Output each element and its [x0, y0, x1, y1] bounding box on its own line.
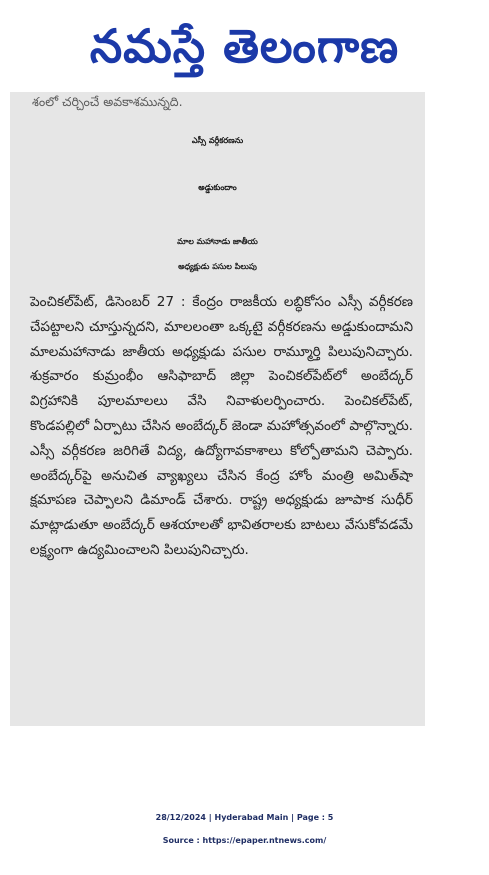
article-body: పెంచికల్‌పేట్‌, డిసెంబర్‌ 27 : కేంద్రం రాజకీయ లబ్ధికోసం ఎస్సీ వర్గీకరణ చేపట్టాలని చూస్తున్నదని, మాలలంతా ఒక్కటై వర్గీకరణను అడ్డుకుందామని మాలమహానాడు జాతీయ అధ్యక్షుడు పసుల రామ్మూర్తి పిలుపునిచ్చారు. శుక్రవారం కుమ్రంభీం ఆసిఫాబాద్‌ జిల్లా పెంచికల్‌పేట్‌లో అంబేద్కర్‌ విగ్రహానికి పూలమాలలు వేసి నివాళులర్పించారు. పెంచికల్‌పేట్‌, కొండపల్లిలో ఏర్పాటు చేసిన అంబేద్కర్‌ జెండా మహోత్సవంలో పాల్గొన్నారు. ఎస్సీ వర్గీకరణ జరిగితే విద్య, ఉద్యోగావకాశాలు కోల్పోతామని చెప్పారు. అంబేద్కర్‌పై అనుచిత వ్యాఖ్యలు చేసిన కేంద్ర హోం మంత్రి అమిత్‌షా క్షమాపణ చెప్పాలని డిమాండ్‌ చేశారు. రాష్ట్ర అధ్యక్షుడు జూపాక సుధీర్‌ మాట్లాడుతూ అంబేద్కర్‌ ఆశయాలతో భావితరాలకు బాటలు వేసుకోవడమే లక్ష్యంగా ఉద్యమించాలని పిలుపునిచ్చారు. [30, 294, 413, 558]
footer-source-link[interactable]: Source : https://epaper.ntnews.com/ [162, 836, 327, 845]
footer-date-edition-page: 28/12/2024 | Hyderabad Main | Page : 5 [155, 813, 334, 822]
subhead-line-1: మాల మహానాడు జాతీయ [177, 237, 258, 246]
headline-line-1: ఎస్సీ వర్గీకరణను [191, 136, 244, 145]
previous-article-line: శంలో చర్చించే అవకాశమున్నది. [32, 94, 183, 109]
masthead [0, 0, 489, 92]
article-clipping [10, 92, 425, 726]
headline-line-2: అడ్డుకుందాం [198, 183, 237, 192]
subhead-line-2: అధ్యక్షుడు పసుల పిలుపు [178, 262, 257, 271]
masthead-title: నమస్తే తెలంగాణ [89, 19, 400, 73]
